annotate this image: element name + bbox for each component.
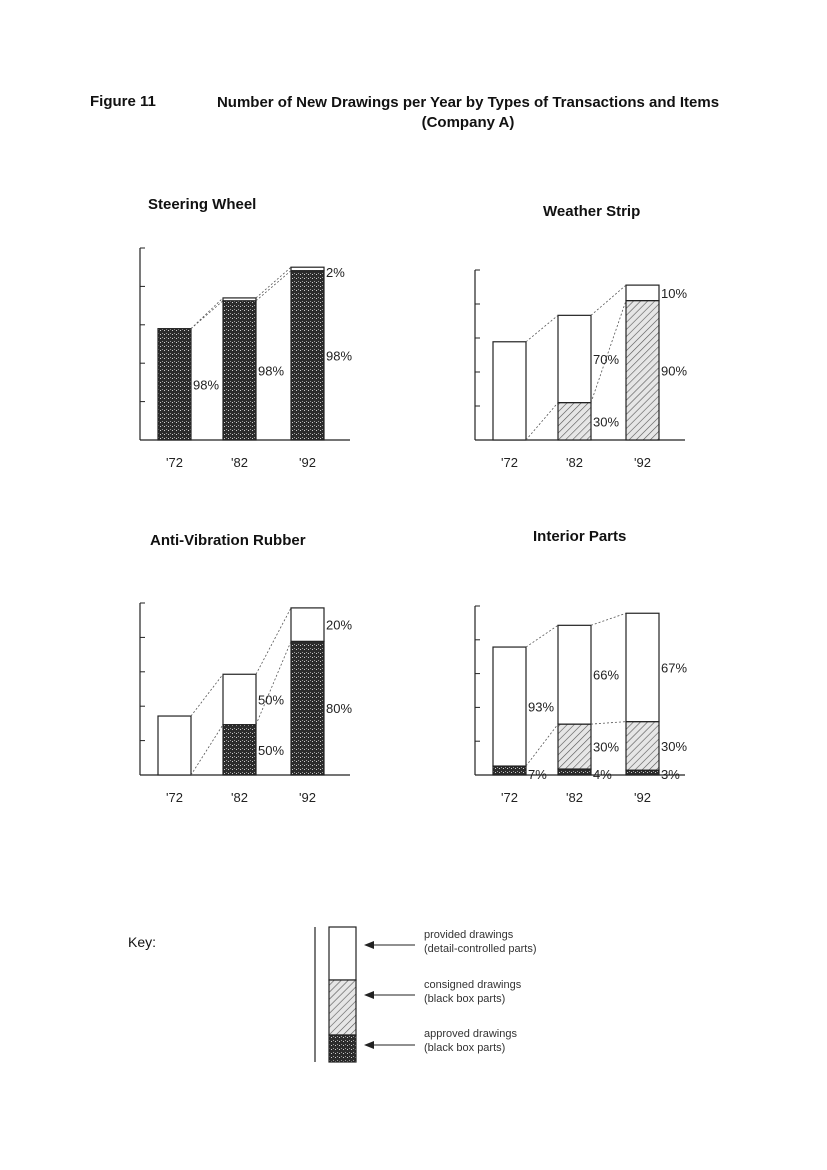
data-label-approved-82: 4% <box>593 767 612 782</box>
connector-line-top <box>591 285 626 315</box>
bar-segment-approved-82 <box>558 769 591 775</box>
data-label-approved-82: 98% <box>258 363 285 379</box>
bar-segment-approved-92 <box>291 641 324 775</box>
connector-line-top <box>191 298 223 329</box>
connector-line-top <box>591 613 626 625</box>
key-swatch-provided <box>329 927 356 980</box>
x-tick-label-72: '72 <box>166 455 183 470</box>
chart-title-anti-vibration-rubber: Anti-Vibration Rubber <box>150 532 306 549</box>
bar-segment-provided-82 <box>558 315 591 402</box>
figure-title-line2: (Company A) <box>421 114 515 131</box>
x-tick-label-82: '82 <box>231 790 248 805</box>
data-label-provided-72: 93% <box>528 699 555 715</box>
data-label-provided-82: 66% <box>593 667 620 683</box>
x-tick-label-72: '72 <box>501 790 518 805</box>
connector-line-split <box>191 725 223 775</box>
data-label-provided-92: 67% <box>661 660 688 676</box>
bar-segment-approved-92 <box>626 770 659 775</box>
bar-segment-provided-92 <box>291 267 324 270</box>
key-label: Key: <box>128 934 157 950</box>
data-label-approved-72: 7% <box>528 767 547 782</box>
bar-segment-provided-72 <box>158 716 191 775</box>
data-label-approved-92: 98% <box>326 348 353 364</box>
key-approved-line1: approved drawings <box>424 1028 517 1040</box>
key-swatch-consigned <box>329 980 356 1035</box>
connector-line-split <box>526 403 558 440</box>
x-tick-label-82: '82 <box>566 455 583 470</box>
bar-segment-provided-82 <box>223 674 256 724</box>
key-provided-line1: provided drawings <box>424 929 514 941</box>
chart-weather-strip <box>460 262 700 475</box>
data-label-consigned-82: 30% <box>593 739 620 755</box>
connector-line-split <box>591 722 626 724</box>
chart-title-steering-wheel: Steering Wheel <box>148 196 257 213</box>
key-approved-line2: (black box parts) <box>424 1042 506 1054</box>
chart-interior-parts <box>460 598 700 810</box>
data-label-provided-92: 10% <box>661 285 688 301</box>
x-tick-label-92: '92 <box>299 790 316 805</box>
bar-segment-approved-72 <box>493 766 526 775</box>
data-label-approved-82: 50% <box>258 742 285 758</box>
connector-line-split <box>256 271 291 301</box>
data-label-provided-82: 70% <box>593 351 620 367</box>
bar-segment-approved-72 <box>158 329 191 440</box>
connector-line-top <box>256 267 291 298</box>
bar-segment-consigned-92 <box>626 722 659 771</box>
connector-line-top <box>191 674 223 716</box>
connector-line-split <box>256 641 291 724</box>
x-tick-label-92: '92 <box>634 455 651 470</box>
data-label-approved-92: 3% <box>661 767 680 782</box>
bar-segment-approved-92 <box>291 271 324 440</box>
x-tick-label-72: '72 <box>166 790 183 805</box>
key-arrowhead-approved <box>364 1041 374 1049</box>
key-consigned-line2: (black box parts) <box>424 993 506 1005</box>
connector-line-top <box>256 608 291 674</box>
x-tick-label-82: '82 <box>231 455 248 470</box>
bar-segment-provided-92 <box>626 613 659 721</box>
figure-label: Figure 11 <box>90 93 156 110</box>
data-label-consigned-82: 30% <box>593 414 620 430</box>
key-provided-line2: (detail-controlled parts) <box>424 943 537 955</box>
chart-title-interior-parts: Interior Parts <box>533 528 627 545</box>
chart-anti-vibration-rubber <box>125 595 365 810</box>
bar-segment-provided-82 <box>223 298 256 301</box>
key-arrowhead-consigned <box>364 991 374 999</box>
chart-title-weather-strip: Weather Strip <box>543 203 641 220</box>
bar-segment-consigned-82 <box>558 724 591 769</box>
bar-segment-consigned-82 <box>558 403 591 440</box>
key-arrowhead-provided <box>364 941 374 949</box>
bar-segment-approved-82 <box>223 725 256 775</box>
data-label-provided-92: 2% <box>326 265 345 281</box>
key-swatch-approved <box>329 1035 356 1062</box>
connector-line-top <box>526 315 558 341</box>
key-consigned-line1: consigned drawings <box>424 979 522 991</box>
connector-line-split <box>526 724 558 766</box>
connector-line-split <box>191 301 223 329</box>
bar-segment-consigned-92 <box>626 301 659 440</box>
bar-segment-provided-92 <box>291 608 324 641</box>
chart-steering-wheel <box>125 240 365 475</box>
bar-segment-approved-82 <box>223 301 256 440</box>
x-tick-label-82: '82 <box>566 790 583 805</box>
x-tick-label-92: '92 <box>299 455 316 470</box>
x-tick-label-72: '72 <box>501 455 518 470</box>
data-label-consigned-92: 30% <box>661 738 688 754</box>
data-label-approved-92: 80% <box>326 701 353 717</box>
bar-segment-provided-82 <box>558 625 591 724</box>
figure-title-line1: Number of New Drawings per Year by Types of Transactions and Items <box>216 94 720 111</box>
figure-title <box>188 93 748 133</box>
x-tick-label-92: '92 <box>634 790 651 805</box>
connector-line-top <box>526 625 558 647</box>
data-label-provided-92: 20% <box>326 617 353 633</box>
bar-segment-provided-92 <box>626 285 659 300</box>
key-legend <box>300 915 600 1070</box>
data-label-consigned-92: 90% <box>661 363 688 379</box>
bar-segment-provided-72 <box>493 647 526 766</box>
bar-segment-provided-72 <box>493 342 526 440</box>
data-label-approved-72: 98% <box>193 377 220 393</box>
data-label-provided-82: 50% <box>258 692 285 708</box>
